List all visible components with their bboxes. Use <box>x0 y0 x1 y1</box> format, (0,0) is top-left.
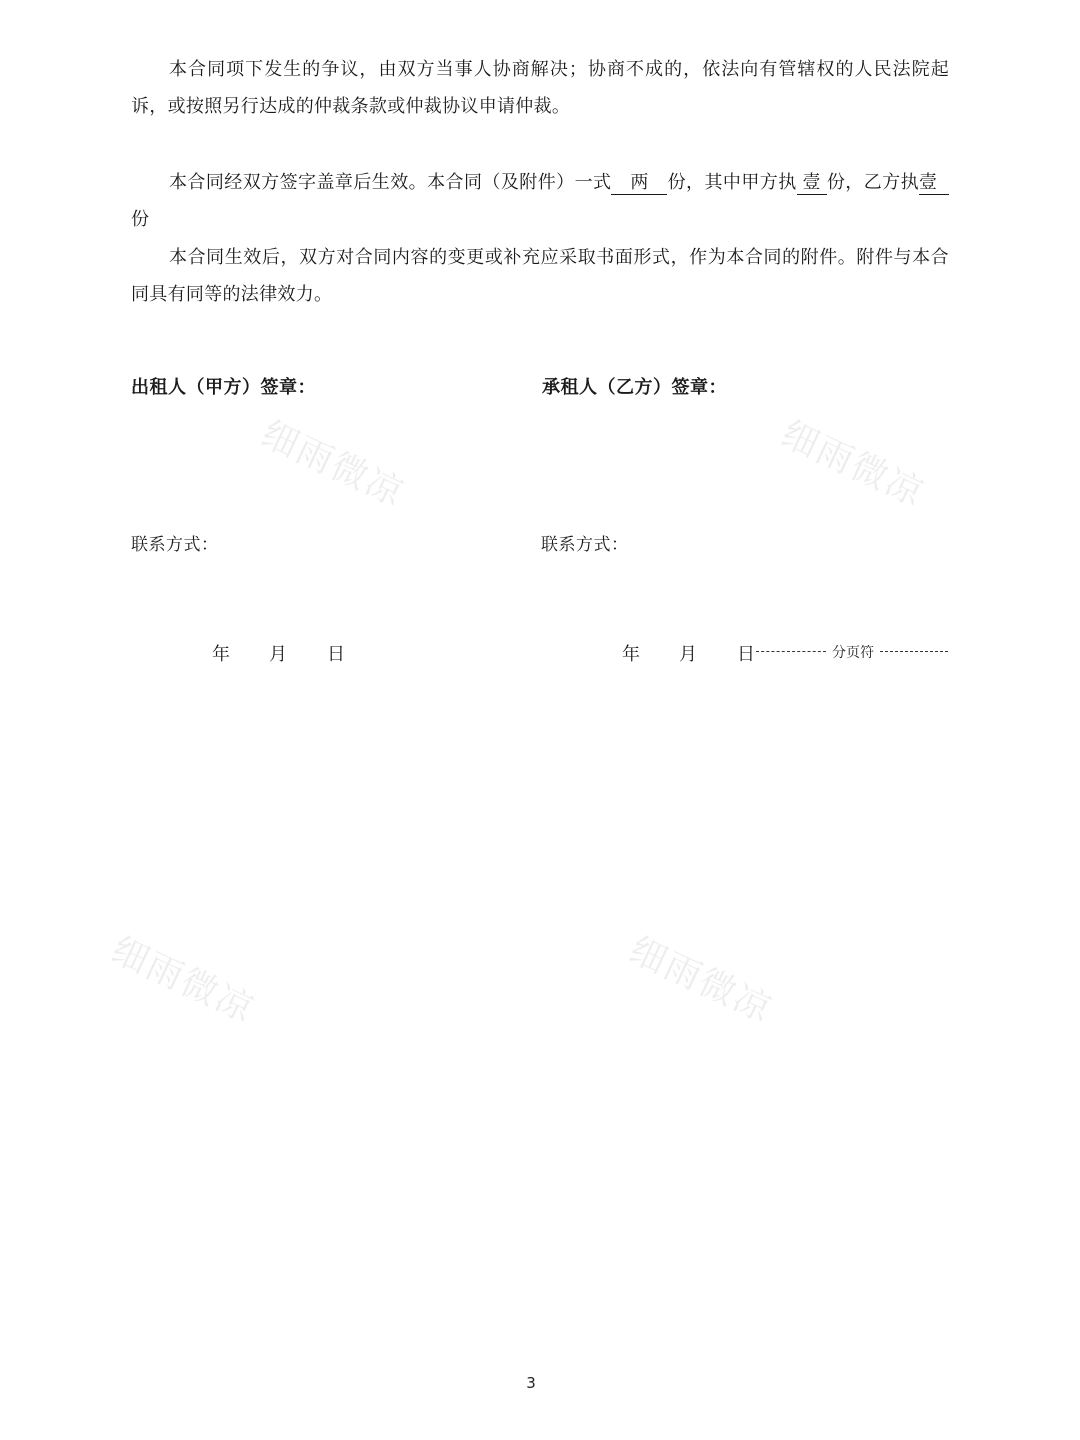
copies-party-b-field: 壹 <box>919 172 949 195</box>
lessor-signature-label: 出租人（甲方）签章： <box>131 377 316 398</box>
watermark: 细雨微凉 <box>105 929 261 1031</box>
page-break-label: 分页符 <box>832 645 874 661</box>
dispute-clause-text: 本合同项下发生的争议，由双方当事人协商解决；协商不成的，依法向有管辖权的人民法院起诉，或按照另行达成的仲裁条款或仲裁协议申请仲裁。 <box>131 59 949 117</box>
amendment-clause <box>131 239 949 313</box>
page-break-marker <box>756 642 948 662</box>
effectiveness-clause <box>131 164 949 238</box>
effectiveness-prefix: 本合同经双方签字盖章后生效。本合同（及附件）一式 <box>169 172 612 193</box>
effectiveness-mid-2: 份，乙方执 <box>826 172 920 193</box>
watermark: 细雨微凉 <box>255 413 411 515</box>
watermark: 细雨微凉 <box>623 929 779 1031</box>
effectiveness-mid-1: 份，其中甲方执 <box>667 172 797 193</box>
copies-party-a-field: 壹 <box>797 172 827 195</box>
watermark: 细雨微凉 <box>775 413 931 515</box>
lessor-date-day: 日 <box>327 644 345 665</box>
lessee-date-month: 月 <box>679 644 697 665</box>
lessee-contact-label: 联系方式： <box>541 535 629 555</box>
lessor-date-month: 月 <box>269 644 287 665</box>
lessee-date-day: 日 <box>737 644 755 665</box>
effectiveness-suffix: 份 <box>131 209 150 230</box>
page-break-dash-right <box>880 651 948 652</box>
lessor-contact-label: 联系方式： <box>131 535 219 555</box>
lessor-date-year: 年 <box>212 644 230 665</box>
amendment-clause-text: 本合同生效后，双方对合同内容的变更或补充应采取书面形式，作为本合同的附件。附件与本合同具有同等的法律效力。 <box>131 247 949 305</box>
page-break-dash-left <box>756 651 826 652</box>
lessee-date-year: 年 <box>622 644 640 665</box>
copies-total-field: 两 <box>611 172 667 195</box>
lessee-signature-label: 承租人（乙方）签章： <box>542 377 727 398</box>
page-number: 3 <box>526 1374 536 1392</box>
lessee-date-row <box>0 640 756 664</box>
dispute-clause <box>131 51 949 125</box>
